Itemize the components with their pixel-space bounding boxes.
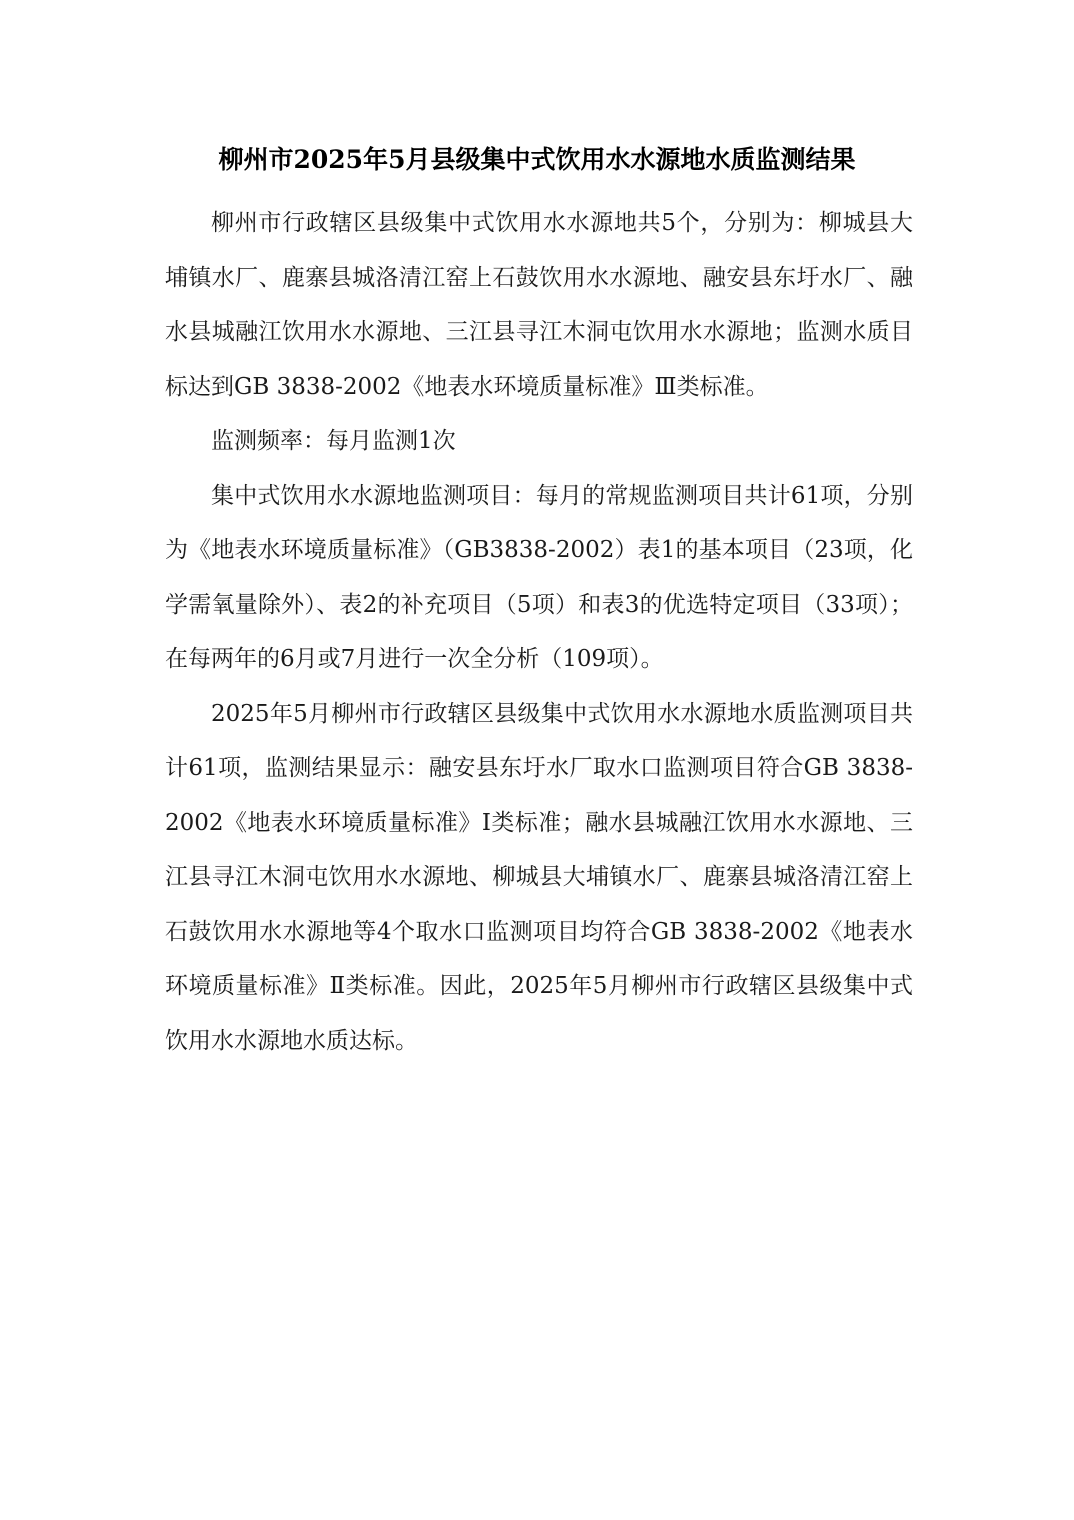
paragraph-overview: 柳州市行政辖区县级集中式饮用水水源地共5个，分别为：柳城县大埔镇水厂、鹿寨县城洛清江窑上石鼓饮用水水源地、融安县东圩水厂、融水县城融江饮用水水源地、三江县寻江木洞屯饮用水水源地；监测水质目标达到GB 3838-2002《地表水环境质量标准》Ⅲ类标准。 bbox=[165, 210, 913, 400]
paragraph-items: 集中式饮用水水源地监测项目：每月的常规监测项目共计61项，分别为《地表水环境质量标准》（GB3838-2002）表1的基本项目（23项，化学需氧量除外）、表2的补充项目（5项）和表3的优选特定项目（33项）；在每两年的6月或7月进行一次全分析（109项）。 bbox=[165, 482, 913, 672]
document-body bbox=[165, 196, 913, 1068]
paragraph-results: 2025年5月柳州市行政辖区县级集中式饮用水水源地水质监测项目共计61项，监测结果显示：融安县东圩水厂取水口监测项目符合GB 3838-2002《地表水环境质量标准》Ⅰ类标准；融水县城融江饮用水水源地、三江县寻江木洞屯饮用水水源地、柳城县大埔镇水厂、鹿寨县城洛清江窑上石鼓饮用水水源地等4个取水口监测项目均符合GB 3838-2002《地表水环境质量标准》Ⅱ类标准。因此，2025年5月柳州市行政辖区县级集中式饮用水水源地水质达标。 bbox=[165, 700, 913, 1054]
document-title: 柳州市2025年5月县级集中式饮用水水源地水质监测结果 bbox=[218, 145, 856, 174]
paragraph-frequency: 监测频率：每月监测1次 bbox=[211, 428, 456, 454]
